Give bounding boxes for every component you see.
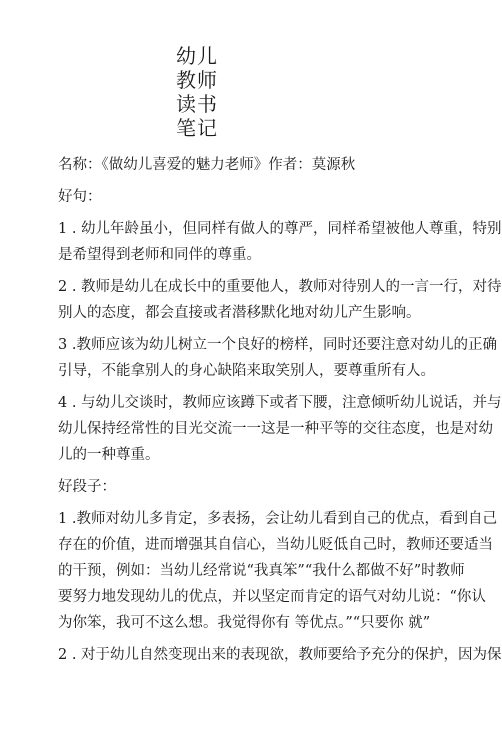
text-line: 别人的态度，都会直接或者潜移默化地对幼儿产生影响。 <box>58 305 421 321</box>
sentence-item <box>58 390 502 468</box>
text-line: 的干预，例如：当幼儿经常说“我真笨”“我什么都做不好”时教师 <box>58 563 465 579</box>
sentence-item <box>58 332 497 384</box>
text-line: 存在的价值，进而增强其自信心，当幼儿贬低自己时，教师还要适当 <box>58 537 493 553</box>
text-line: 要努力地发现幼儿的优点，并以坚定而肯定的语气对幼儿说：“你认 <box>58 589 486 605</box>
text-line: 3 .教师应该为幼儿树立一个良好的榜样，同时还要注意对幼儿的正确 <box>58 337 497 353</box>
title-line: 读书 <box>176 92 218 116</box>
paragraph-item <box>58 642 502 668</box>
title-line: 幼儿 <box>176 44 218 68</box>
good-paragraphs-heading: 好段子： <box>58 479 116 495</box>
text-line: 2 . 教师是幼儿在成长中的重要他人，教师对待别人的一言一行，对待 <box>58 279 502 295</box>
text-line: 幼儿保持经常性的目光交流一一这是一种平等的交往态度，也是对幼 <box>58 421 493 437</box>
title-line: 笔记 <box>176 116 218 140</box>
text-line: 是希望得到老师和同伴的尊重。 <box>58 247 261 263</box>
text-line: 为你笨，我可不这么想。我觉得你有 等优点。”“只要你 就” <box>58 615 431 631</box>
title-line: 教师 <box>176 68 218 92</box>
paragraph-item <box>58 506 497 636</box>
good-sentences-heading: 好句： <box>58 189 102 205</box>
sentence-item <box>58 216 502 268</box>
document-body <box>58 152 502 674</box>
book-info: 名称：《做幼儿喜爱的魅力老师》作者：莫源秋 <box>58 157 356 173</box>
text-line: 2 . 对于幼儿自然变现出来的表现欲，教师要给予充分的保护，因为保 <box>58 647 502 663</box>
text-line: 引导，不能拿别人的身心缺陷来取笑别人，要尊重所有人。 <box>58 363 435 379</box>
sentence-item <box>58 274 502 326</box>
text-line: 儿的一种尊重。 <box>58 447 160 463</box>
text-line: 4 . 与幼儿交谈时，教师应该蹲下或者下腰，注意倾听幼儿说话，并与 <box>58 395 502 411</box>
text-line: 1 . 幼儿年龄虽小，但同样有做人的尊严，同样希望被他人尊重，特别 <box>58 221 502 237</box>
text-line: 1 .教师对幼儿多肯定，多表扬，会让幼儿看到自己的优点，看到自己 <box>58 511 497 527</box>
document-title <box>176 44 236 140</box>
